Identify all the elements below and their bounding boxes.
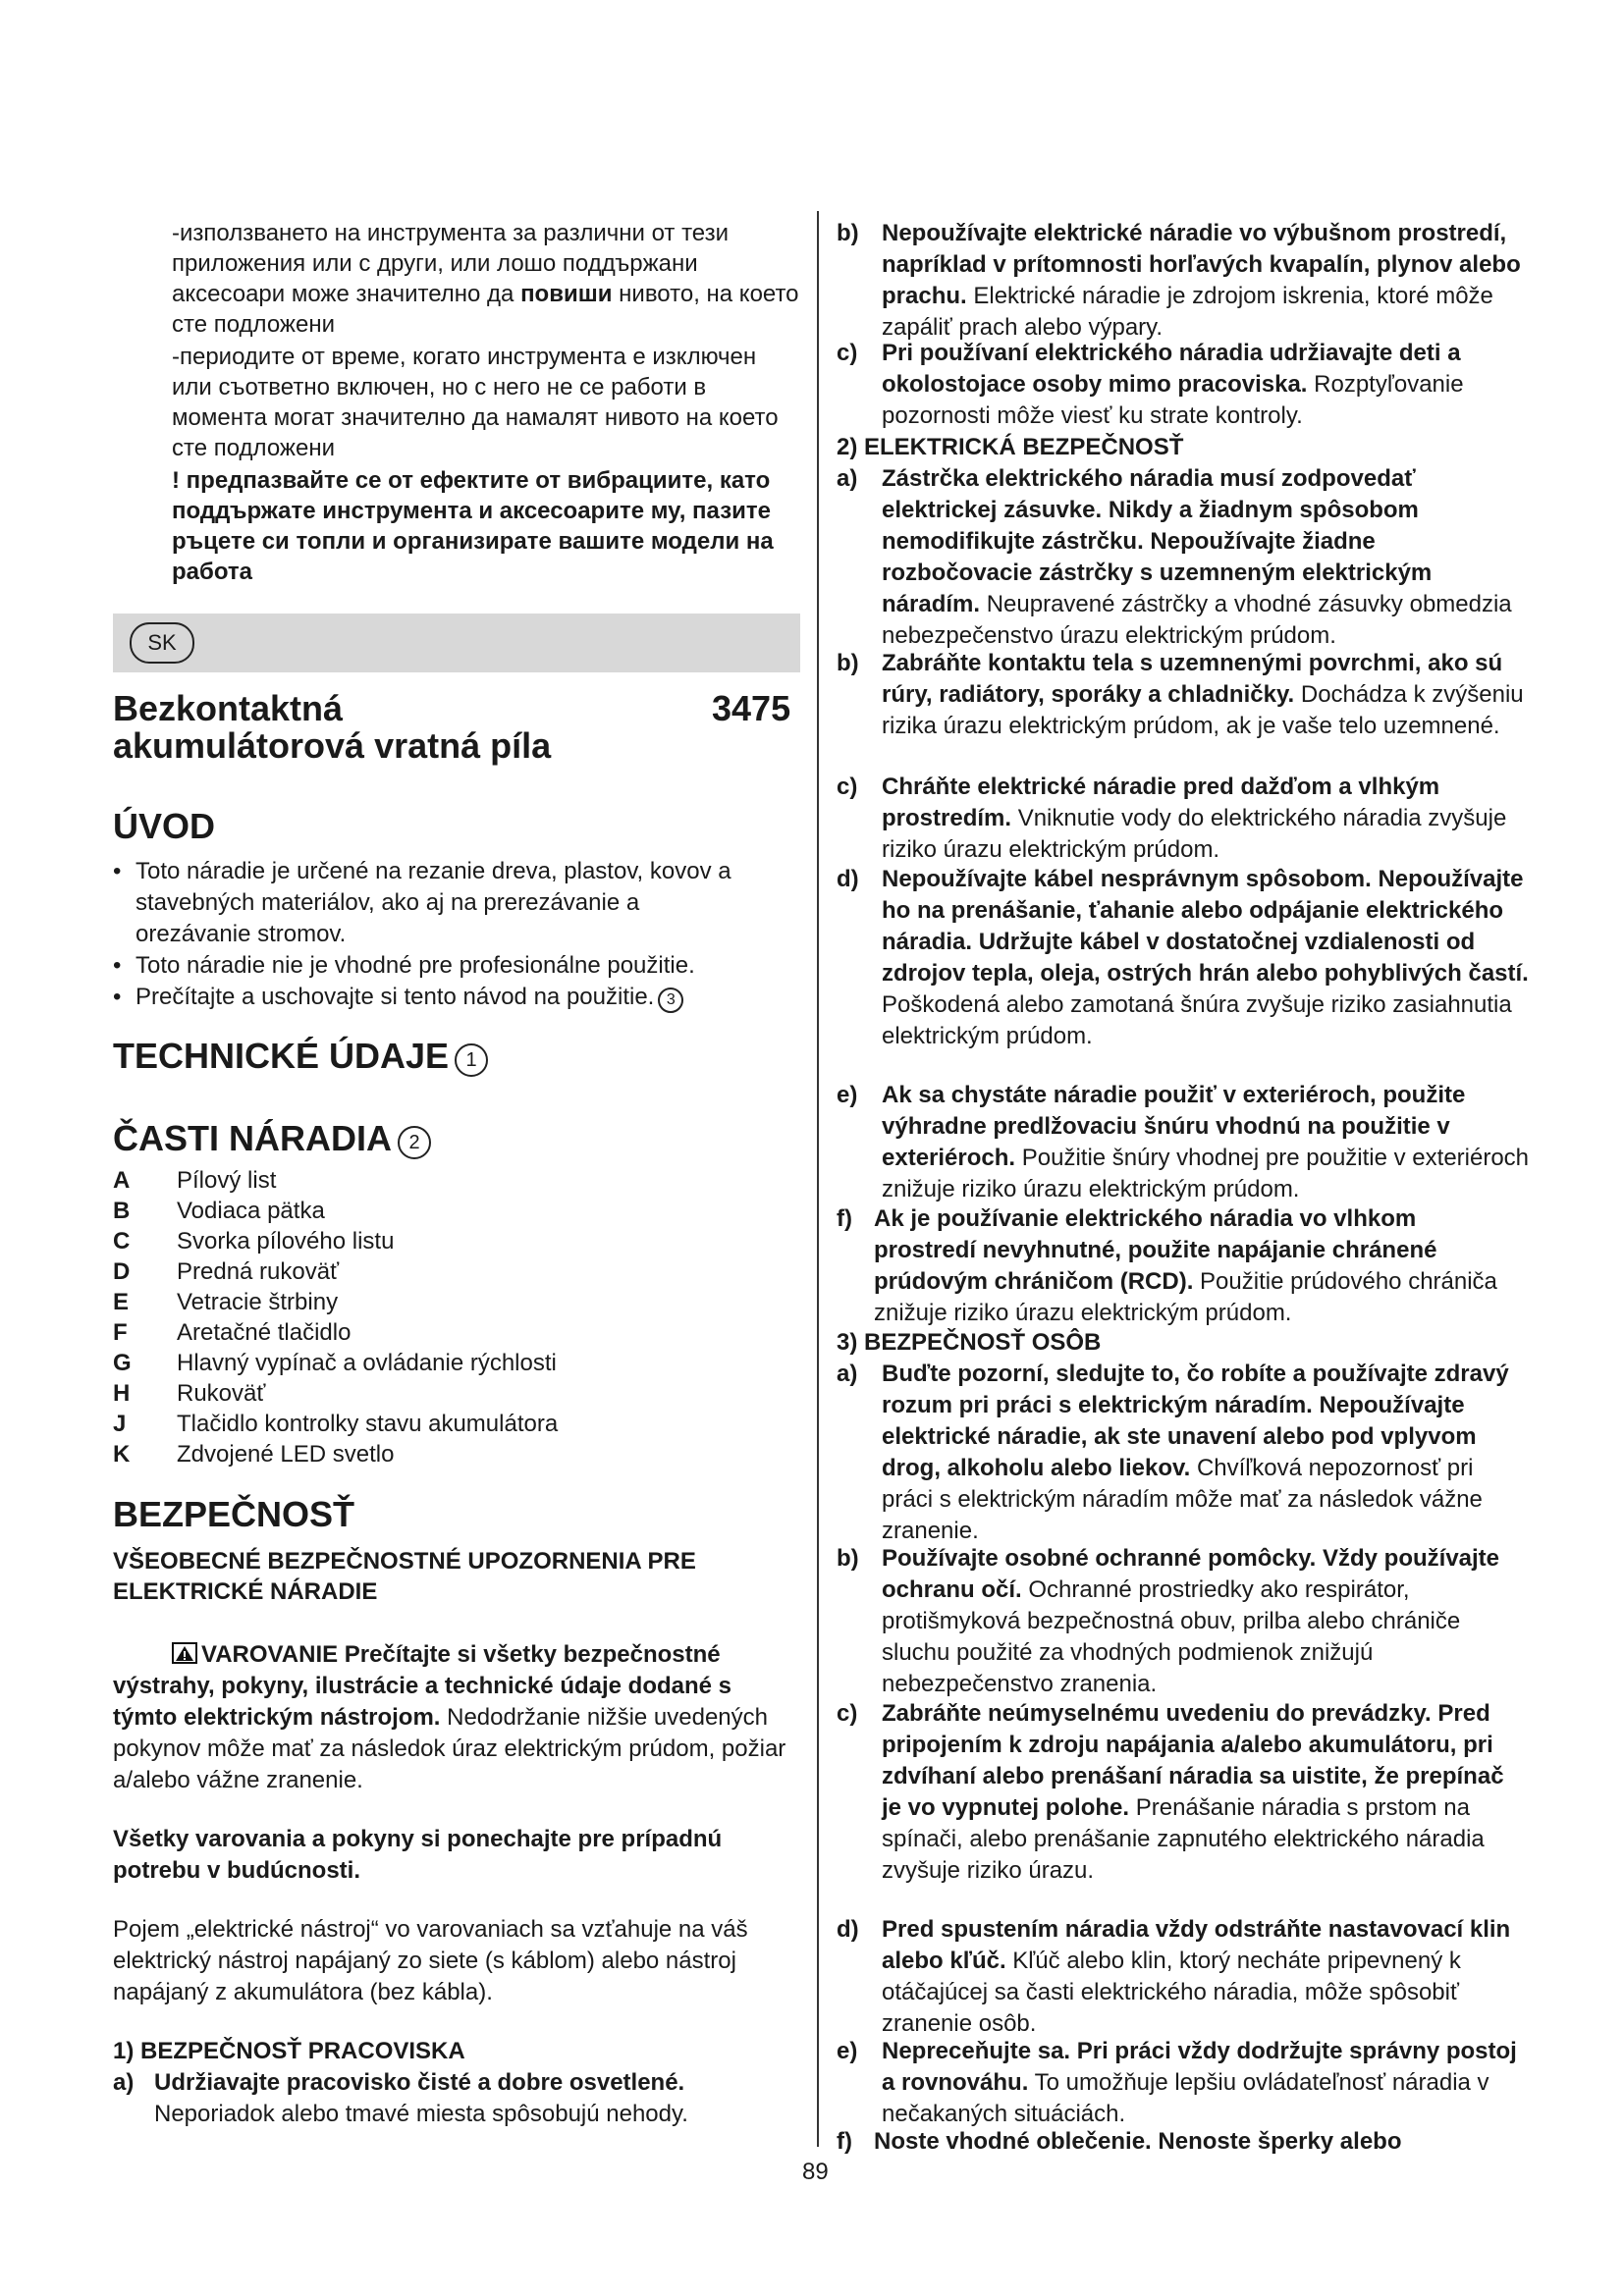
item-bold: Pri používaní elektrického náradia udržiavajte deti a okolostojace osoby mimo pracoviska. [882,340,1461,398]
item-body [882,648,1530,742]
part-letter: D [113,1258,131,1285]
term-paragraph: Pojem „elektrické nástroj“ vo varovaniach sa vzťahuje na váš elektrický nástroj napájaný zo siete (s káblom) alebo nástroj napájaný z akumulátora (bez kábla). [113,1916,748,2005]
item-normal: Prenášanie náradia s prstom na spínači, alebo prenášanie zapnutého elektrického náradia zvyšuje riziko úrazu. [882,1794,1485,1884]
section1-heading: 1) BEZPEČNOSŤ PRACOVISKA [113,2038,465,2064]
item-bold: Zabráňte kontaktu tela s uzemnenými povrchmi, ako sú rúry, radiátory, sporáky a chladničky. [882,650,1503,708]
item-normal: Neupravené zástrčky a vhodné zásuvky obmedzia nebezpečenstvo úrazu elektrickým prúdom. [882,591,1512,649]
section3-heading: 3) BEZPEČNOSŤ OSÔB [837,1329,1102,1356]
part-letter: K [113,1441,131,1468]
item-body [882,463,1530,652]
item-normal: Elektrické náradie je zdrojom iskrenia, ktoré môže zapáliť prach alebo výpary. [882,283,1493,341]
item-label: e) [837,1082,858,1108]
item-bold: Zabráňte neúmyselnému uvedeniu do prevádzky. Pred pripojením k zdroju napájania a/alebo akumulátoru, pri zdvíhaní alebo prenášaní náradia sa uistite, že prepínač je vo vypnutej polohe. [882,1700,1504,1821]
bullet-text: Toto náradie nie je vhodné pre profesionálne použitie. [135,952,695,979]
item-normal: Použitie prúdového chrániča znižuje riziko úrazu elektrickým prúdom. [874,1268,1497,1326]
part-letter: F [113,1319,128,1346]
part-letter: G [113,1350,132,1376]
item-body [882,1914,1530,2040]
item-label: b) [837,650,859,676]
item-label: f) [837,1205,852,1232]
item-body [882,218,1530,344]
item-body [882,1359,1530,1547]
item-normal: Použitie šnúry vhodnej pre použitie v exteriéroch znižuje riziko úrazu elektrickým prúdom. [882,1145,1530,1202]
item-normal: To umožňuje lepšiu ovládateľnosť náradia v nečakaných situáciách. [882,2069,1489,2127]
part-name: Aretačné tlačidlo [177,1319,352,1346]
bullet-3-text: Prečítajte a uschovajte si tento návod na použitie. [135,984,655,1010]
safety-subheading: VŠEOBECNÉ BEZPEČNOSTNÉ UPOZORNENIA PRE ELEKTRICKÉ NÁRADIE [113,1548,696,1605]
item-bold: Udržiavajte pracovisko čisté a dobre osvetlené. [154,2069,685,2096]
part-letter: C [113,1228,131,1255]
item-bold: Ak je používanie elektrického náradia vo vlhkom prostredí nevyhnutné, použite napájanie chránené prúdovým chráničom (RCD). [874,1205,1437,1295]
item-body [882,772,1530,866]
figure-ref: 2 [398,1126,431,1159]
item-bold: Nepoužívajte elektrické náradie vo výbušnom prostredí, napríklad v prítomnosti horľavých kvapalín, plynov alebo prachu. [882,220,1521,309]
item-label: a) [113,2069,135,2096]
bg-paragraph-2 [172,342,800,463]
warning-bold: VAROVANIE Prečítajte si všetky bezpečnostné výstrahy, pokyny, ilustrácie a technické údaje dodané s týmto elektrickým nástrojom. [113,1641,732,1731]
part-letter: B [113,1198,131,1224]
item-label: d) [837,1916,859,1943]
bg-item1-bold: повиши [520,281,613,307]
bullet-dot: • [113,858,122,884]
item-body [882,1698,1530,1887]
item-bold: Nepreceňujte sa. Pri práci vždy dodržujte správny postoj a rovnováhu. [882,2038,1517,2096]
item-bold: Pred spustením náradia vždy odstráňte nastavovací klin alebo kľúč. [882,1916,1511,1974]
bullet-dot: • [113,952,122,979]
title-line1: Bezkontaktná [113,688,344,728]
warning-paragraph [113,1639,800,1796]
item-body [874,2126,1522,2158]
item-body [882,2036,1530,2130]
item-normal: Dochádza k zvýšeniu rizika úrazu elektrickým prúdom, ak je vaše telo uzemnené. [882,681,1524,739]
item-bold: Ak sa chystáte náradie použiť v exteriéroch, použite výhradne predlžovaciu šnúru vhodnú na použitie v exteriéroch. [882,1082,1466,1171]
item-label: c) [837,1700,858,1727]
warning-normal: Nedodržanie nižšie uvedených pokynov môže mať za následok úraz elektrickým prúdom, požiar a/alebo vážne zranenie. [113,1704,786,1793]
item-bold: Noste vhodné oblečenie. Nenoste šperky alebo [874,2128,1402,2155]
title-line2: akumulátorová vratná píla [113,725,552,766]
parts-heading-text: ČASTI NÁRADIA [113,1118,392,1158]
figure-ref: 1 [455,1043,488,1077]
item-body [874,1203,1522,1329]
figure-ref: 3 [658,988,683,1013]
item-label: c) [837,774,858,800]
language-badge: SK [130,622,194,664]
item-normal: Kľúč alebo klin, ktorý necháte pripevnený k otáčajúcej sa časti elektrického náradia, môže spôsobiť zranenie osôb. [882,1948,1461,2037]
part-name: Vodiaca pätka [177,1198,325,1224]
part-letter: H [113,1380,131,1407]
item-body [154,2067,802,2130]
bullet-text: Toto náradie je určené na rezanie dreva, plastov, kovov a stavebných materiálov, ako aj na prerezávanie a orezávanie stromov. [135,858,731,947]
part-name: Tlačidlo kontrolky stavu akumulátora [177,1411,559,1437]
part-name: Svorka pílového listu [177,1228,395,1255]
item-label: d) [837,866,859,892]
part-name: Zdvojené LED svetlo [177,1441,395,1468]
item-body [882,1543,1530,1700]
item-normal: Neporiadok alebo tmavé miesta spôsobujú nehody. [154,2101,688,2127]
item-label: b) [837,1545,859,1572]
bg-item2-text: -периодите от време, когато инструмента е изключен или съответно включен, но с него не се работи в момента могат значително да намалят нивото на което сте подложени [172,344,779,461]
part-name: Vetracie štrbiny [177,1289,339,1315]
item-label: a) [837,1361,858,1387]
item-bold: Chráňte elektrické náradie pred dažďom a vlhkým prostredím. [882,774,1440,831]
parts-heading [113,1119,431,1159]
bg-paragraph-1 [172,218,800,340]
item-label: b) [837,220,859,246]
item-normal: Chvíľková nepozornosť pri práci s elektrickým náradím môže mať za následok vážne zranenie. [882,1455,1483,1544]
language-band [113,614,800,672]
item-body [882,864,1530,1052]
part-letter: J [113,1411,127,1437]
bullet-dot: • [113,984,122,1010]
part-name: Predná rukoväť [177,1258,340,1285]
item-label: f) [837,2128,852,2155]
item-bold: Nepoužívajte kábel nesprávnym spôsobom. Nepoužívajte ho na prenášanie, ťahanie alebo odpájanie elektrického náradia. Udržujte kábel v dostatočnej vzdialenosti od zdrojov tepla, oleja, ostrých hrán alebo pohyblivých častí. [882,866,1529,987]
keep-instructions: Všetky varovania a pokyny si ponechajte pre prípadnú potrebu v budúcnosti. [113,1826,723,1884]
page-number: 89 [802,2159,829,2185]
item-label: e) [837,2038,858,2064]
item-body [882,338,1530,432]
warning-icon [172,1642,197,1664]
section2-heading: 2) ELEKTRICKÁ BEZPEČNOSŤ [837,434,1184,460]
part-letter: E [113,1289,130,1315]
item-label: a) [837,465,858,492]
item-body [882,1080,1530,1205]
item-normal: Poškodená alebo zamotaná šnúra zvyšuje riziko zasiahnutia elektrickým prúdom. [882,991,1512,1049]
item-normal: Rozptyľovanie pozornosti môže viesť ku strate kontroly. [882,371,1464,429]
bullet-text [135,982,813,1013]
safety-heading: BEZPEČNOSŤ [113,1494,355,1534]
part-name: Pílový list [177,1167,277,1194]
item-label: c) [837,340,858,366]
part-letter: A [113,1167,131,1194]
item-bold: Buďte pozorní, sledujte to, čo robíte a používajte zdravý rozum pri práci s elektrickým náradím. Nepoužívajte elektrické náradie, ak ste unavení alebo pod vplyvom drog, alkoholu alebo liekov. [882,1361,1509,1481]
bg-warning: ! предпазвайте се от ефектите от вибрациите, като поддържате инструмента и аксесоарите му, пазите ръцете си топли и организирате вашите модели на работа [172,467,774,585]
part-name: Rukoväť [177,1380,266,1407]
uvod-heading: ÚVOD [113,806,216,846]
column-divider [817,211,819,2147]
tech-heading-text: TECHNICKÉ ÚDAJE [113,1036,450,1076]
item-normal: Ochranné prostriedky ako respirátor, protišmyková bezpečnostná obuv, prilba alebo chrániče sluchu použité za vhodných podmienok znižujú nebezpečenstvo zranenia. [882,1576,1461,1697]
part-name: Hlavný vypínač a ovládanie rýchlosti [177,1350,557,1376]
bg-item1-tail: нивото, на което сте подложени [172,281,799,338]
item-bold: Zástrčka elektrického náradia musí zodpovedať elektrickej zásuvke. Nikdy a žiadnym spôsobom nemodifikujte zástrčku. Nepoužívajte žiadne rozbočovacie zástrčky s uzemneným elektrickým náradím. [882,465,1433,617]
bg-item1-text: -използването на инструмента за различни от тези приложения или с други, или лошо поддържани аксесоари може значително да [172,220,730,307]
uvod-bullet-1 [113,856,800,950]
model-number: 3475 [712,688,791,728]
item-bold: Používajte osobné ochranné pomôcky. Vždy používajte ochranu očí. [882,1545,1500,1603]
tech-heading [113,1037,488,1077]
item-normal: Vniknutie vody do elektrického náradia zvyšuje riziko úrazu elektrickým prúdom. [882,805,1507,863]
